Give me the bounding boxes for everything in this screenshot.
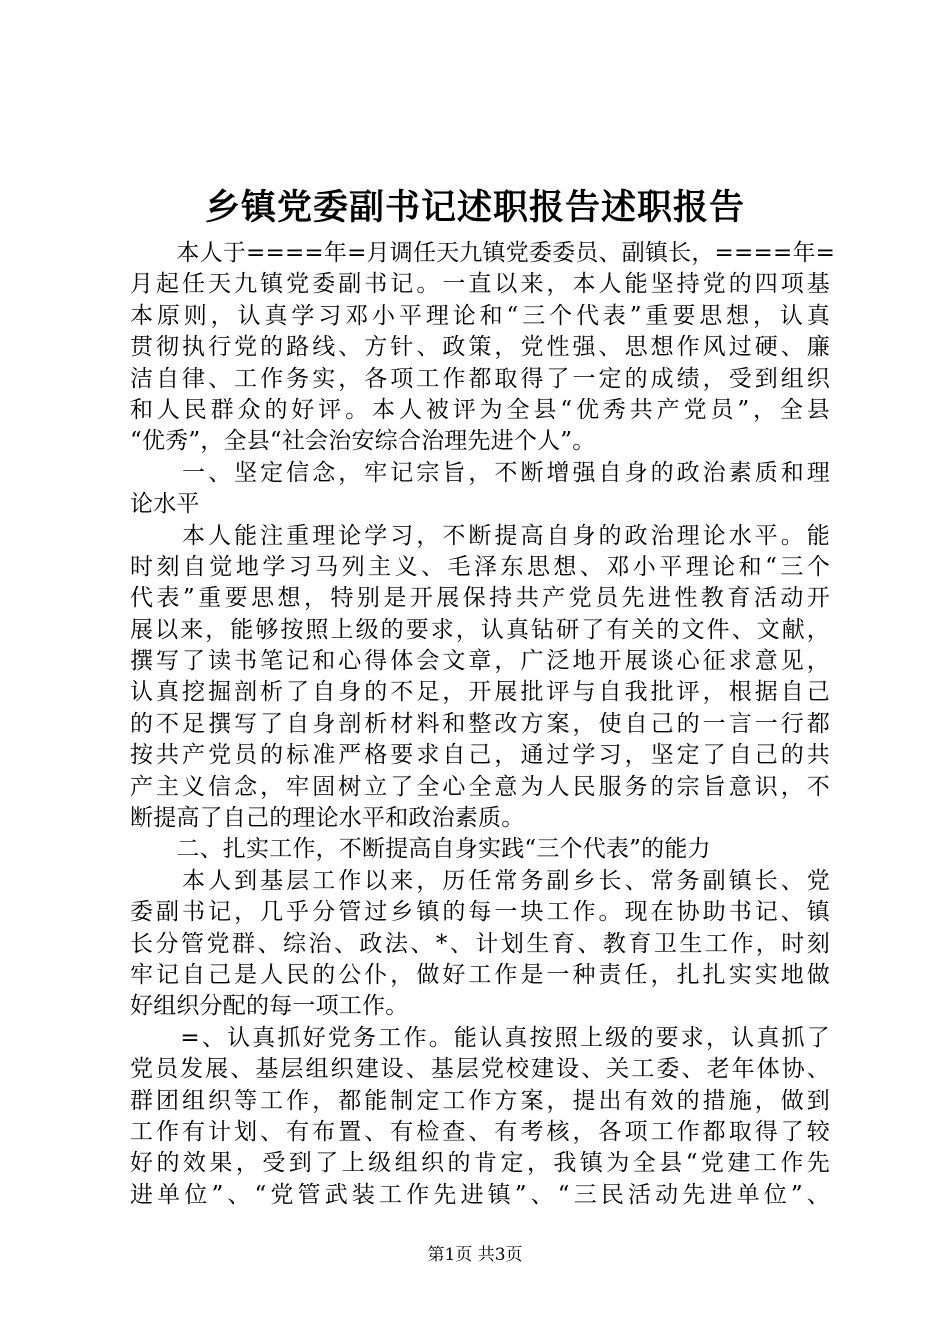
text-line: 群团组织等工作，都能制定工作方案，提出有效的措施，做到 (130, 1087, 830, 1114)
text-line: 本人到基层工作以来，历任常务副乡长、常务副镇长、党 (130, 867, 830, 894)
document-body (130, 238, 836, 1211)
text-line: 和人民群众的好评。本人被评为全县“优秀共产党员”，全县 (130, 396, 830, 423)
text-line: 断提高了自己的理论水平和政治素质。 (130, 805, 525, 832)
text-line: “优秀”，全县“社会治安综合治理先进个人”。 (130, 428, 596, 455)
text-line: 委副书记，几乎分管过乡镇的每一块工作。现在协助书记、镇 (130, 899, 830, 926)
text-line: 本原则，认真学习邓小平理论和“三个代表”重要思想，认真 (130, 302, 830, 329)
text-line: 产主义信念，牢固树立了全心全意为人民服务的宗旨意识，不 (130, 773, 830, 800)
text-line: 的不足撰写了自身剖析材料和整改方案，使自己的一言一行都 (130, 710, 830, 737)
text-line: 时刻自觉地学习马列主义、毛泽东思想、邓小平理论和“三个 (130, 553, 830, 580)
text-line: 牢记自己是人民的公仆，做好工作是一种责任，扎扎实实地做 (130, 961, 830, 988)
text-line: 月起任天九镇党委副书记。一直以来，本人能坚持党的四项基 (130, 271, 830, 298)
text-line: 本人能注重理论学习，不断提高自身的政治理论水平。能 (130, 522, 830, 549)
text-line: 洁自律、工作务实，各项工作都取得了一定的成绩，受到组织 (130, 365, 830, 392)
text-line: 好的效果，受到了上级组织的肯定，我镇为全县“党建工作先 (130, 1150, 830, 1177)
text-line: =、认真抓好党务工作。能认真按照上级的要求，认真抓了 (130, 1024, 830, 1051)
text-line: 进单位”、“党管武装工作先进镇”、“三民活动先进单位”、 (130, 1181, 830, 1208)
text-line: 党员发展、基层组织建设、基层党校建设、关工委、老年体协、 (130, 1056, 830, 1083)
page-footer: 第1页 共3页 (427, 1245, 523, 1265)
document-title: 乡镇党委副书记述职报告述职报告 (204, 187, 745, 228)
text-line: 代表”重要思想，特别是开展保持共产党员先进性教育活动开 (130, 585, 830, 612)
text-line: 论水平 (130, 491, 200, 518)
text-line: 撰写了读书笔记和心得体会文章，广泛地开展谈心征求意见， (130, 648, 830, 675)
text-line: 一、坚定信念，牢记宗旨，不断增强自身的政治素质和理 (130, 459, 830, 486)
text-line: 贯彻执行党的路线、方针、政策，党性强、思想作风过硬、廉 (130, 334, 830, 361)
text-line: 工作有计划、有布置、有检查、有考核，各项工作都取得了较 (130, 1118, 830, 1145)
text-line: 本人于====年=月调任天九镇党委委员、副镇长，====年= (130, 240, 836, 266)
text-line: 认真挖掘剖析了自身的不足，开展批评与自我批评，根据自己 (130, 679, 830, 706)
text-line: 展以来，能够按照上级的要求，认真钻研了有关的文件、文献， (130, 616, 830, 643)
text-line: 好组织分配的每一项工作。 (130, 993, 409, 1020)
text-line: 按共产党员的标准严格要求自己，通过学习，坚定了自己的共 (130, 742, 830, 769)
text-line: 长分管党群、综治、政法、*、计划生育、教育卫生工作，时刻 (130, 930, 830, 957)
text-line: 二、扎实工作，不断提高自身实践“三个代表”的能力 (130, 836, 711, 863)
